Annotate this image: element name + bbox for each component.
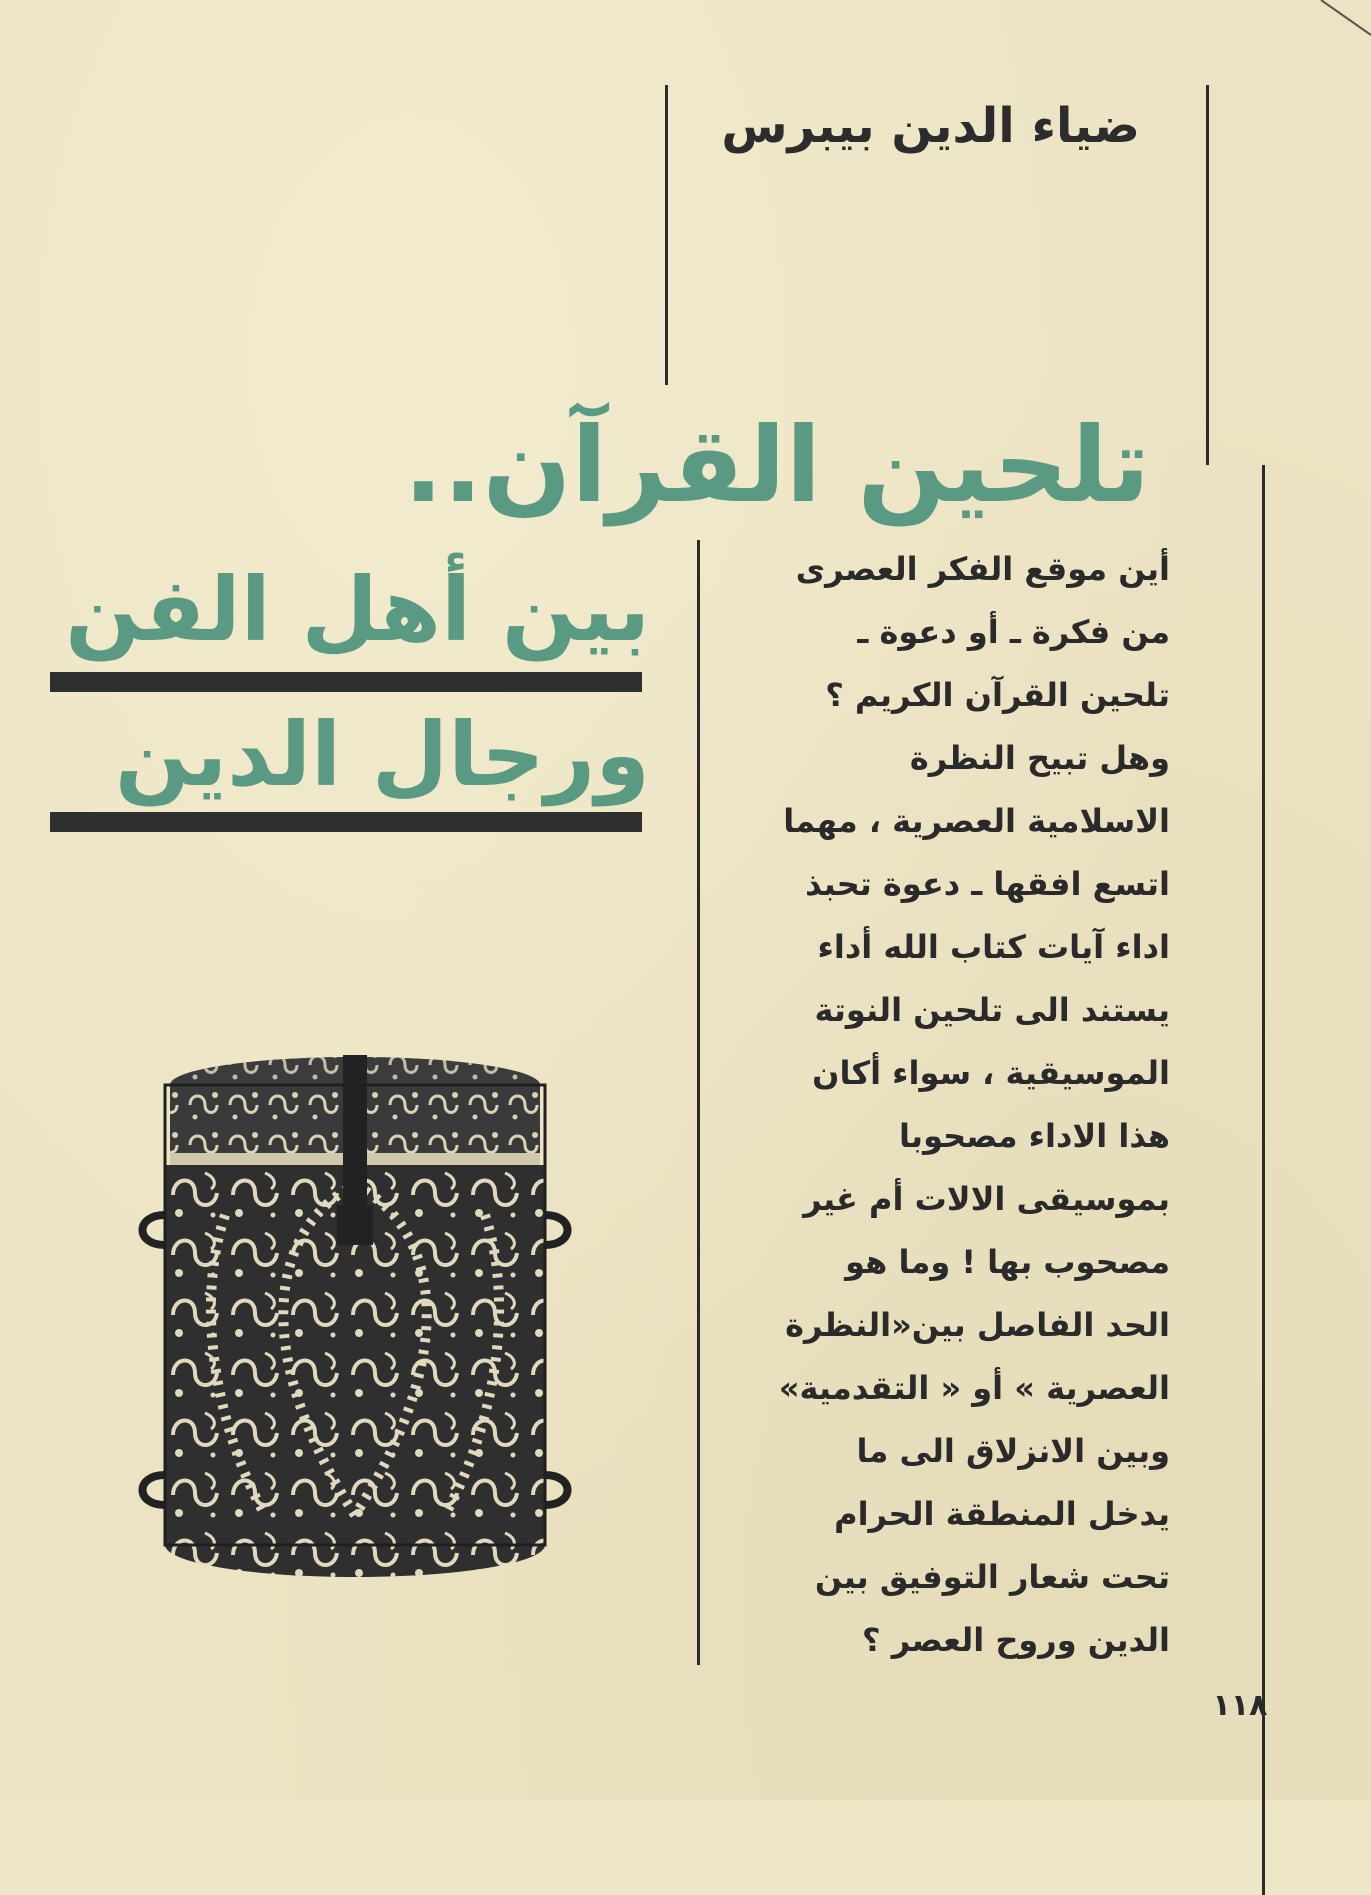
- article-body: [740, 538, 1170, 1672]
- body-line: بموسيقى الالات أم غير: [803, 1180, 1170, 1218]
- body-line: أين موقع الفكر العصرى: [795, 550, 1170, 588]
- page-number: ١١٨: [1212, 1688, 1268, 1723]
- rule-body-left: [697, 540, 700, 1665]
- author-name: ضياء الدين بيبرس: [721, 98, 1140, 154]
- body-line: اتسع افقها ـ دعوة تحبذ: [805, 865, 1170, 903]
- rule-body-right: [1262, 465, 1265, 1895]
- body-line: وبين الانزلاق الى ما: [856, 1432, 1170, 1470]
- body-line: تلحين القرآن الكريم ؟: [825, 676, 1170, 714]
- body-line: العصرية » أو « التقدمية»: [778, 1369, 1170, 1407]
- headline-line-2: بين أهل الفن: [65, 558, 650, 661]
- body-line: اداء آيات كتاب الله أداء: [817, 928, 1170, 966]
- body-line: الموسيقية ، سواء أكان: [812, 1054, 1170, 1092]
- body-line: يستند الى تلحين النوتة: [814, 991, 1170, 1029]
- rule-top-left: [665, 85, 668, 385]
- headline-line-1: تلحين القرآن..: [403, 404, 1150, 526]
- headline-bar-1: [50, 672, 642, 692]
- body-line: الاسلامية العصرية ، مهما: [783, 802, 1170, 840]
- body-line: الدين وروح العصر ؟: [861, 1621, 1170, 1659]
- body-line: تحت شعار التوفيق بين: [814, 1558, 1170, 1596]
- headline-line-3: ورجال الدين: [114, 703, 650, 806]
- body-line: مصحوب بها ! وما هو: [845, 1243, 1170, 1281]
- ornate-jar-illustration: [105, 1045, 605, 1585]
- page-corner-line: [1301, 0, 1371, 40]
- body-line: يدخل المنطقة الحرام: [834, 1495, 1170, 1533]
- headline-bar-2: [50, 812, 642, 832]
- body-line: وهل تبيح النظرة: [909, 739, 1170, 777]
- body-line: من فكرة ـ أو دعوة ـ: [857, 613, 1170, 651]
- body-line: الحد الفاصل بين«النظرة: [785, 1306, 1170, 1344]
- body-line: هذا الاداء مصحوبا: [899, 1117, 1170, 1155]
- rule-top-right: [1206, 85, 1209, 465]
